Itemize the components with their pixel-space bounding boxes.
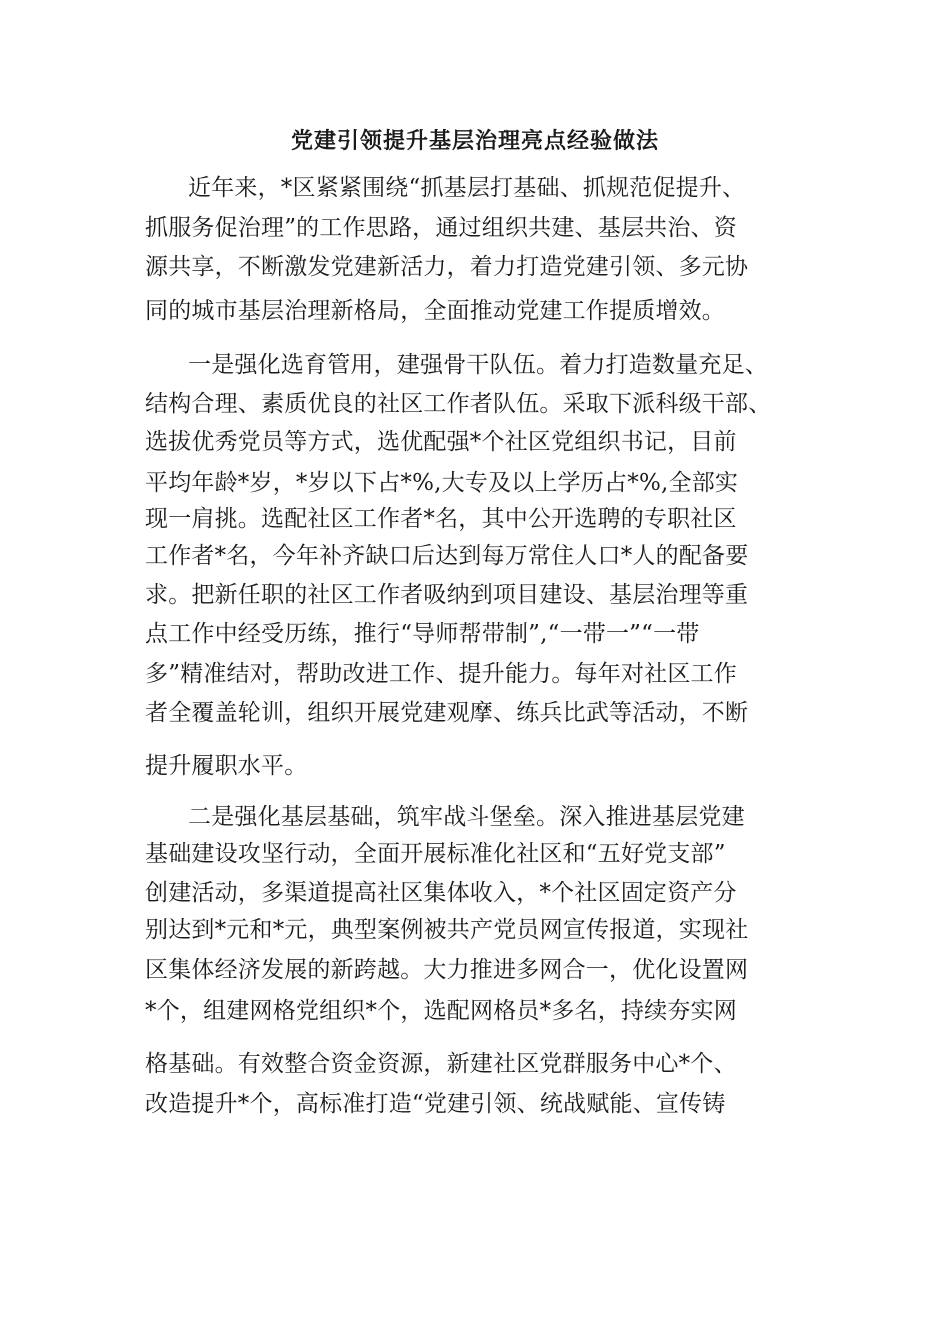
paragraph-line: 者全覆盖轮训，组织开展党建观摩、练兵比武等活动，不断 bbox=[145, 700, 749, 726]
document-title: 党建引领提升基层治理亮点经验做法 bbox=[290, 128, 659, 154]
paragraph-line: 改造提升*个，高标准打造“党建引领、统战赋能、宣传铸 bbox=[145, 1091, 726, 1117]
paragraph-line: 别达到*元和*元，典型案例被共产党员网宣传报道，实现社 bbox=[145, 917, 749, 943]
paragraph-line: 平均年龄*岁，*岁以下占*%,大专及以上学历占*%,全部实 bbox=[145, 470, 739, 496]
paragraph-line: 创建活动，多渠道提高社区集体收入，*个社区固定资产分 bbox=[145, 880, 737, 906]
paragraph-line: 点工作中经受历练，推行“导师帮带制”,“一带一”“一带 bbox=[145, 621, 700, 647]
paragraph-line: 现一肩挑。选配社区工作者*名，其中公开选聘的专职社区 bbox=[145, 506, 737, 532]
paragraph-line: *个，组建网格党组织*个，选配网格员*多名，持续夯实网 bbox=[145, 998, 737, 1024]
paragraph-line: 基础建设攻坚行动，全面开展标准化社区和“五好党支部” bbox=[145, 841, 726, 867]
paragraph-line: 格基础。有效整合资金资源，新建社区党群服务中心*个、 bbox=[145, 1051, 737, 1077]
paragraph-line: 提升履职水平。 bbox=[145, 753, 308, 779]
paragraph-line: 二是强化基层基础，筑牢战斗堡垒。深入推进基层党建 bbox=[188, 804, 745, 830]
paragraph-line: 同的城市基层治理新格局，全面推动党建工作提质增效。 bbox=[145, 298, 725, 324]
paragraph-line: 结构合理、素质优良的社区工作者队伍。采取下派科级干部、 bbox=[145, 391, 772, 417]
paragraph-line: 区集体经济发展的新跨越。大力推进多网合一，优化设置网 bbox=[145, 957, 749, 983]
paragraph-line: 求。把新任职的社区工作者吸纳到项目建设、基层治理等重 bbox=[145, 582, 749, 608]
paragraph-line: 选拔优秀党员等方式，选优配强*个社区党组织书记，目前 bbox=[145, 429, 737, 455]
paragraph-line: 多”精准结对，帮助改进工作、提升能力。每年对社区工作 bbox=[145, 661, 737, 687]
paragraph-line: 源共享，不断激发党建新活力，着力打造党建引领、多元协 bbox=[145, 254, 749, 280]
paragraph-line: 一是强化选育管用，建强骨干队伍。着力打造数量充足、 bbox=[188, 352, 768, 378]
paragraph-line: 抓服务促治理”的工作思路，通过组织共建、基层共治、资 bbox=[145, 215, 737, 241]
paragraph-line: 近年来，*区紧紧围绕“抓基层打基础、抓规范促提升、 bbox=[188, 175, 746, 201]
paragraph-line: 工作者*名，今年补齐缺口后达到每万常住人口*人的配备要 bbox=[145, 543, 749, 569]
